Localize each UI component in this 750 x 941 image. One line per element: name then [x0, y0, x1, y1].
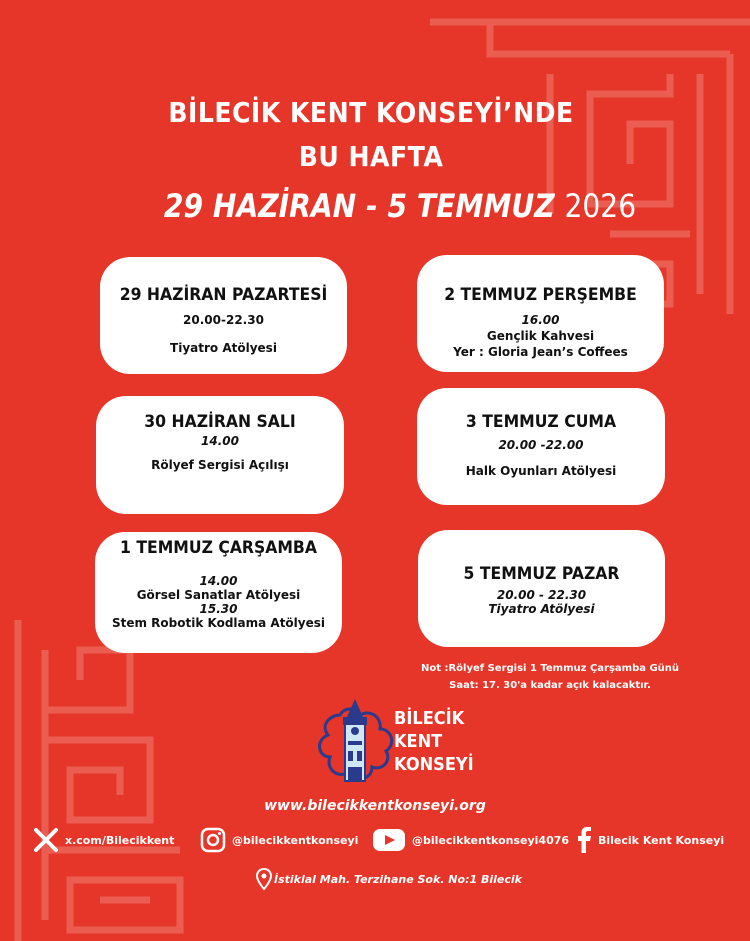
- event-card-tuesday: [96, 396, 344, 514]
- event-time: 20.00 -22.00: [498, 438, 584, 452]
- instagram-icon: [200, 827, 226, 853]
- event-day: 3 TEMMUZ CUMA: [465, 412, 617, 432]
- website-link[interactable]: www.bilecikkentkonseyi.org: [264, 798, 486, 814]
- event-activity: Görsel Sanatlar Atölyesi: [136, 588, 301, 602]
- social-facebook[interactable]: [576, 822, 724, 858]
- facebook-icon: [576, 827, 592, 853]
- facebook-page: Bilecik Kent Konseyi: [598, 833, 725, 847]
- page-title-line1: BİLECİK KENT KONSEYİ’NDE: [168, 96, 574, 129]
- youtube-handle: @bilecikkentkonseyi4076: [412, 833, 570, 847]
- event-time: 20.00-22.30: [183, 313, 264, 327]
- event-day: 29 HAZİRAN PAZARTESİ: [119, 285, 328, 305]
- event-card-wednesday: [95, 532, 342, 653]
- event-activity-2: Stem Robotik Kodlama Atölyesi: [111, 616, 326, 630]
- event-day: 5 TEMMUZ PAZAR: [463, 564, 620, 584]
- location-pin-icon: [256, 868, 272, 890]
- page-title-line2: BU HAFTA: [298, 140, 444, 173]
- logo-line2: KENT: [394, 731, 443, 752]
- event-card-friday: [417, 388, 665, 505]
- date-range: [48, 187, 750, 225]
- event-time: 16.00: [521, 313, 560, 327]
- event-card-thursday: [417, 255, 664, 372]
- event-time: 20.00 - 22.30: [496, 588, 587, 602]
- event-day: 2 TEMMUZ PERŞEMBE: [444, 285, 637, 305]
- exhibition-note: [400, 660, 700, 694]
- event-activity: Rölyef Sergisi Açılışı: [151, 458, 289, 472]
- event-time: 14.00: [199, 574, 238, 588]
- event-activity: Tiyatro Atölyesi: [488, 602, 595, 616]
- event-card-monday: [100, 257, 347, 374]
- logo-line3: KONSEYİ: [394, 754, 474, 775]
- x-handle: x.com/Bilecikkent: [65, 833, 175, 847]
- social-instagram[interactable]: [200, 822, 358, 858]
- decorative-pattern-bottom-left: [0, 620, 200, 941]
- date-range-text: 29 HAZİRAN - 5 TEMMUZ: [163, 187, 555, 225]
- instagram-handle: @bilecikkentkonseyi: [232, 833, 359, 847]
- address: [256, 868, 522, 890]
- event-card-sunday: [418, 530, 665, 647]
- event-time: 14.00: [201, 434, 239, 448]
- social-x[interactable]: [33, 822, 174, 858]
- address-text: İstiklal Mah. Terzihane Sok. No:1 Bilecik: [274, 872, 522, 886]
- event-time-2: 15.30: [199, 602, 238, 616]
- logo-text: [394, 707, 474, 776]
- youtube-icon: [372, 828, 406, 852]
- event-day: 1 TEMMUZ ÇARŞAMBA: [120, 538, 317, 558]
- x-logo-icon: [33, 827, 59, 853]
- event-day: 30 HAZİRAN SALI: [144, 412, 296, 432]
- event-activity: Halk Oyunları Atölyesi: [465, 464, 617, 478]
- social-youtube[interactable]: [372, 822, 569, 858]
- event-activity: Tiyatro Atölyesi: [170, 341, 277, 355]
- note-line2: Saat: 17. 30'a kadar açık kalacaktır.: [449, 680, 651, 691]
- year: 2026: [564, 187, 637, 225]
- logo-line1: BİLECİK: [394, 708, 465, 729]
- event-location: Yer : Gloria Jean’s Coffees: [453, 345, 628, 359]
- note-line1: Not :Rölyef Sergisi 1 Temmuz Çarşamba Günü: [420, 663, 680, 674]
- event-activity: Gençlik Kahvesi: [486, 329, 595, 343]
